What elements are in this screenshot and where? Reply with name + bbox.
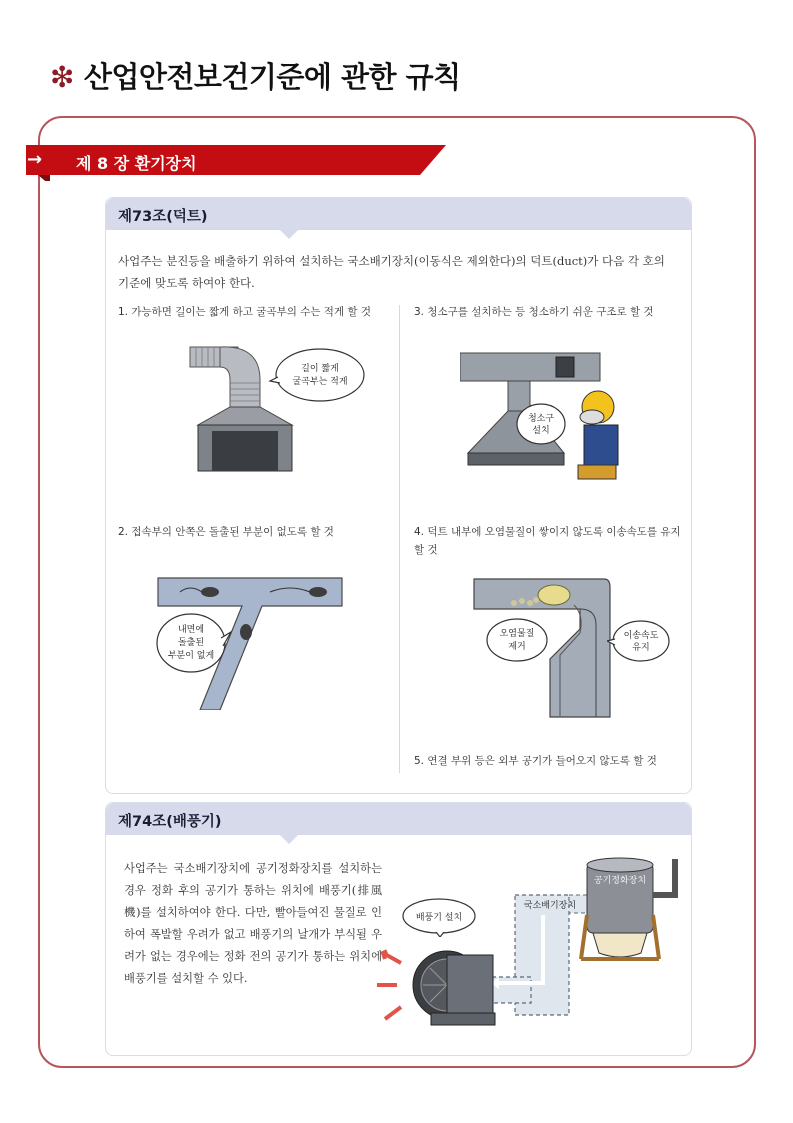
article-73-item-3: 3. 청소구를 설치하는 등 청소하기 쉬운 구조로 할 것: [414, 306, 654, 318]
duct-label: [515, 895, 585, 915]
speech-bubble: [483, 615, 551, 665]
bubble-text: 오염물질: [499, 629, 535, 639]
purifier-label-text: 공기정화장치: [593, 876, 647, 886]
article-74-body: 사업주는 국소배기장치에 공기정화장치를 설치하는 경우 정화 후의 공기가 통하는 위치에 배풍기(排風機)를 설치하여야 한다. 다만, 빨아들여진 물질로 인하여 폭발할 우려가 없고 배풍기의 날개가 부식될 우려가 없는 경우에는 정화 전의 공기가 통하는 위치에 배풍기를 설치할 수 있다.: [124, 862, 382, 985]
speech-bubble: [513, 400, 569, 448]
article-73-item-1: 1. 가능하면 길이는 짧게 하고 굴곡부의 수는 적게 할 것: [118, 306, 372, 318]
article-74-title: 제74조(배풍기): [118, 814, 222, 830]
page-title: [50, 55, 461, 96]
chapter-title: 제 8 장 환기장치: [76, 154, 197, 173]
article-73-item-5: 5. 연결 부위 등은 외부 공기가 들어오지 않도록 할 것: [414, 755, 657, 767]
speech-bubble: [607, 617, 671, 665]
page-title-text: 산업안전보건기준에 관한 규칙: [83, 60, 461, 94]
header-notch: [280, 230, 298, 239]
speech-bubble: [268, 345, 368, 405]
fan-label: 배풍기 설치: [415, 913, 463, 923]
speech-bubble: [153, 610, 233, 676]
arrow-right-icon: →: [27, 149, 43, 170]
bubble-text: 이송속도: [623, 631, 659, 641]
column-divider: [399, 305, 400, 773]
article-74-header: [106, 803, 691, 835]
bubble-text: 제거: [508, 642, 526, 652]
asterisk-icon: ❇: [50, 60, 74, 94]
bubble-text: 설치: [532, 426, 550, 436]
header-notch: [280, 835, 298, 844]
speech-bubble: [400, 895, 478, 937]
bubble-text: 청소구: [527, 414, 555, 424]
bubble-text: 돌출된: [177, 638, 205, 648]
bubble-text: 부분이 없게: [167, 651, 215, 661]
purifier-label: [587, 870, 653, 890]
bubble-text: 길이 짧게: [301, 364, 339, 374]
article-73-title: 제73조(덕트): [118, 209, 208, 225]
article-73-header: [106, 198, 691, 230]
bubble-text: 내면에: [177, 625, 205, 635]
article-73-intro: 사업주는 분진등을 배출하기 위하여 설치하는 국소배기장치(이동식은 제외한다)의 덕트(duct)가 다음 각 호의 기준에 맞도록 하여야 한다.: [118, 254, 665, 290]
duct-label-text: 국소배기장치: [523, 901, 577, 911]
bubble-text: 굴곡부는 적게: [292, 377, 348, 387]
article-73-item-2: 2. 접속부의 안쪽은 돌출된 부분이 없도록 할 것: [118, 526, 334, 538]
bubble-text: 유지: [632, 643, 650, 653]
article-73-item-4: 4. 덕트 내부에 오염물질이 쌓이지 않도록 이송속도를 유지할 것: [414, 526, 681, 556]
